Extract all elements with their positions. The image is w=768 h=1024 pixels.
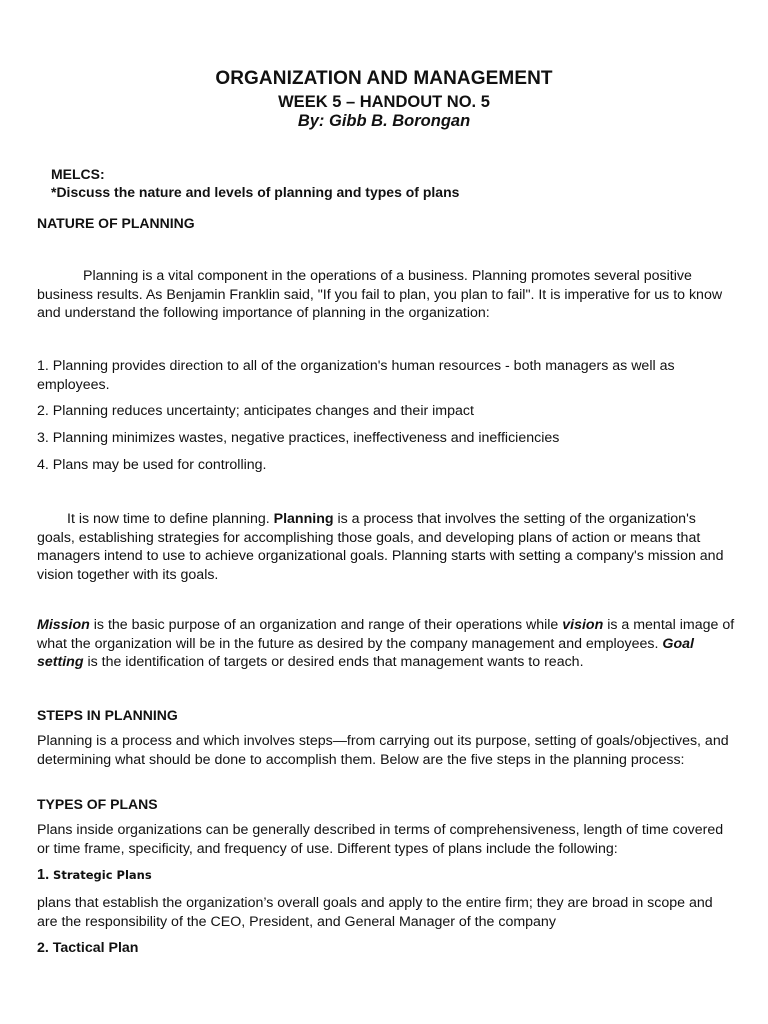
- type-item-1-number: 1.: [37, 867, 50, 883]
- planning-definition: [37, 510, 737, 584]
- document-author: By: Gibb B. Borongan: [297, 112, 471, 130]
- document-subtitle: WEEK 5 – HANDOUT NO. 5: [278, 93, 490, 111]
- definition-text: is a process that involves the setting of the organization's goals, establishing strategies for accomplishing those goals, and developing plans of action or means that managers intend to use to achieve organizational goals. Planning starts with setting a company's mission and vision together with its goals.: [37, 511, 724, 583]
- type-item-2-title: . Tactical Plan: [44, 940, 139, 956]
- type-item-2-heading: [37, 939, 737, 958]
- type-item-2-number: 2: [37, 940, 45, 956]
- mission-text: is the basic purpose of an organization and range of their operations while: [89, 617, 563, 633]
- definition-lead: It is now time to define planning.: [67, 511, 274, 527]
- importance-item-1: 1. Planning provides direction to all of the organization's human resources - both managers as well as employees.: [37, 358, 675, 393]
- document-title: ORGANIZATION AND MANAGEMENT: [215, 68, 553, 89]
- melcs-block: [51, 165, 751, 201]
- term-mission: Mission: [37, 617, 90, 633]
- mission-vision-paragraph: [37, 616, 737, 672]
- vision-text: is a mental image of what the organization will be in the future as desired by the company management and employees.: [37, 617, 735, 652]
- goal-text: is the identification of targets or desired ends that management wants to reach.: [83, 654, 584, 670]
- type-item-1-heading: [37, 866, 737, 885]
- nature-heading: NATURE OF PLANNING: [37, 215, 195, 231]
- steps-text: Planning is a process and which involves steps—from carrying out its purpose, setting of goals/objectives, and determining what should be done to accomplish them. Below are the five steps in the planning process:: [37, 733, 729, 768]
- importance-item-3: 3. Planning minimizes wastes, negative practices, ineffectiveness and inefficiencies: [37, 430, 560, 446]
- types-text: Plans inside organizations can be generally described in terms of comprehensiveness, length of time covered or time frame, specificity, and frequency of use. Different types of plans include the following:: [37, 822, 724, 857]
- steps-heading: STEPS IN PLANNING: [37, 707, 178, 723]
- melcs-label: MELCS:: [51, 166, 105, 182]
- type-item-1-text: plans that establish the organization’s overall goals and apply to the entire firm; they are broad in scope and are the responsibility of the CEO, President, and General Manager of the company: [37, 895, 713, 930]
- type-item-1-title: Strategic Plans: [53, 868, 152, 882]
- importance-item-2: 2. Planning reduces uncertainty; anticipates changes and their impact: [37, 403, 474, 419]
- term-goal-setting: Goal setting: [37, 635, 694, 670]
- term-vision: vision: [562, 617, 604, 633]
- term-planning: Planning: [273, 511, 334, 527]
- importance-item-4: 4. Plans may be used for controlling.: [37, 457, 267, 473]
- melcs-item: *Discuss the nature and levels of planning and types of plans: [51, 184, 460, 200]
- types-heading: TYPES OF PLANS: [37, 796, 158, 812]
- nature-intro: Planning is a vital component in the operations of a business. Planning promotes several positive business results. As Benjamin Franklin said, "If you fail to plan, you plan to fail". It is imperative for us to know and understand the following importance of planning in the organization:: [37, 268, 723, 321]
